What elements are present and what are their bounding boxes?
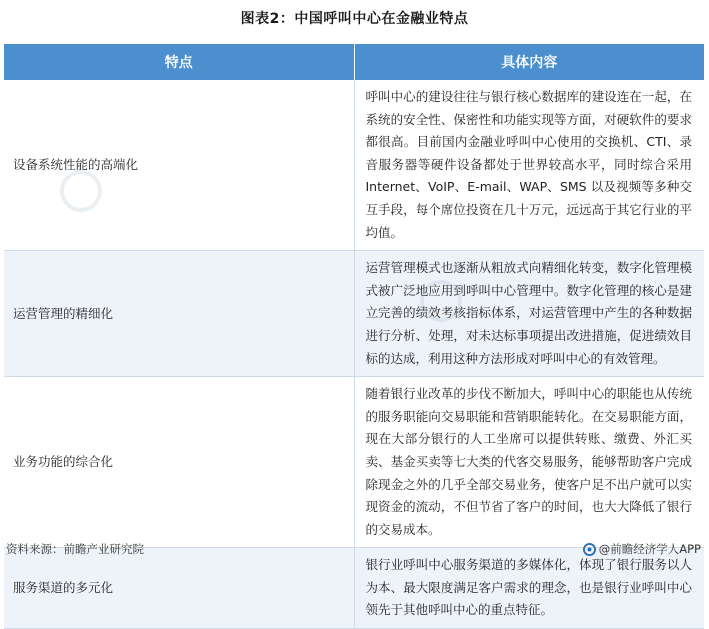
feature-cell: 业务功能的综合化 bbox=[4, 377, 354, 548]
table-row bbox=[4, 548, 704, 629]
header-content: 具体内容 bbox=[354, 44, 704, 80]
feature-cell: 设备系统性能的高端化 bbox=[4, 80, 354, 251]
content-cell: 随着银行业改革的步伐不断加大，呼叫中心的职能也从传统的服务职能向交易职能和营销职能转化。在交易职能方面，现在大部分银行的人工坐席可以提供转账、缴费、外汇买卖、基金买卖等七大类的代客交易服务，能够帮助客户完成除现金之外的几乎全部交易业务，使客户足不出户就可以实现资金的流动，不但节省了客户的时间，也大大降低了银行的交易成本。 bbox=[354, 377, 704, 548]
header-feature: 特点 bbox=[4, 44, 354, 80]
table-row bbox=[4, 251, 704, 377]
feature-cell: 运营管理的精细化 bbox=[4, 251, 354, 377]
content-cell: 银行业呼叫中心服务渠道的多媒体化，体现了银行服务以人为本、最大限度满足客户需求的理念，也是银行业呼叫中心领先于其他呼叫中心的重点特征。 bbox=[354, 548, 704, 629]
table-row bbox=[4, 80, 704, 251]
feature-cell: 服务渠道的多元化 bbox=[4, 548, 354, 629]
qianzhan-logo-icon bbox=[583, 543, 596, 556]
table-row bbox=[4, 377, 704, 548]
table-header-row bbox=[4, 44, 704, 80]
credit-note bbox=[583, 541, 701, 557]
content-cell: 运营管理模式也逐渐从粗放式向精细化转变，数字化管理模式被广泛地应用到呼叫中心管理中。数字化管理的核心是建立完善的绩效考核指标体系，对运营管理中产生的各种数据进行分析、处理，对未达标事项提出改进措施，促进绩效目标的达成，利用这种方法形成对呼叫中心的有效管理。 bbox=[354, 251, 704, 377]
chart-title: 图表2：中国呼叫中心在金融业特点 bbox=[240, 11, 469, 27]
credit-text: @前瞻经济学人APP bbox=[598, 542, 701, 556]
source-note: 资料来源：前瞻产业研究院 bbox=[6, 542, 144, 556]
content-cell: 呼叫中心的建设往往与银行核心数据库的建设连在一起，在系统的安全性、保密性和功能实现等方面，对硬软件的要求都很高。目前国内金融业呼叫中心使用的交换机、CTI、录音服务器等硬件设备都处于世界较高水平，同时综合采用 Internet、VoIP、E-mail、WAP、SMS 以及视频等多种交互手段，每个席位投资在几十万元，远远高于其它行业的平均值。 bbox=[354, 80, 704, 251]
